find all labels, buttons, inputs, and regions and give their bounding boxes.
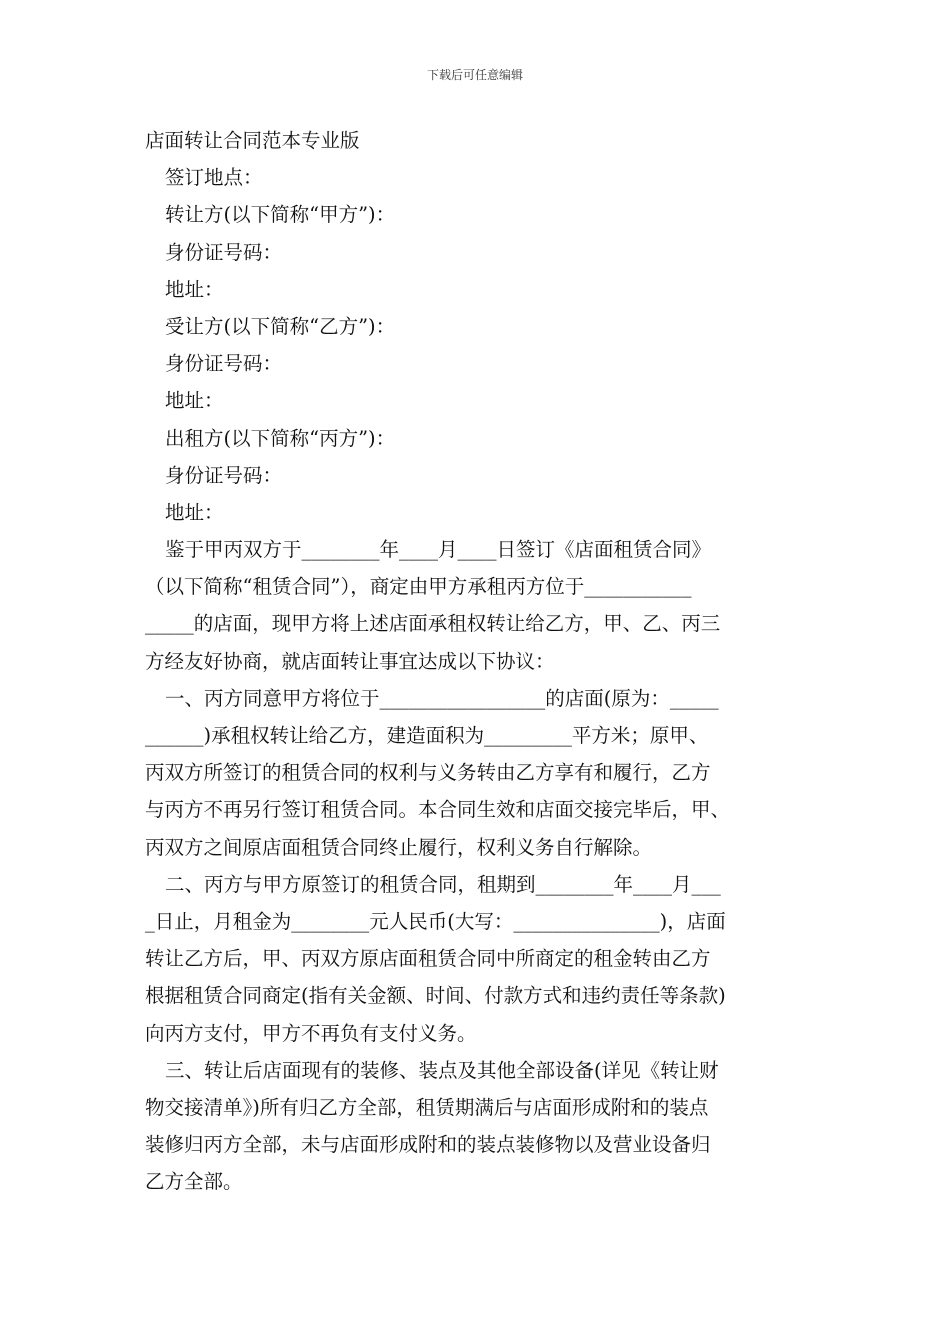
text-line: _日止，月租金为________元人民币(大写：_______________)，店面 <box>145 909 726 933</box>
text-line: （以下简称“租赁合同”），商定由甲方承租丙方位于___________ <box>145 575 692 599</box>
document-title: 店面转让合同范本专业版 <box>145 129 360 152</box>
text-line: 乙方全部。 <box>145 1170 243 1194</box>
document-lines <box>145 159 810 1200</box>
text-line: 地址： <box>165 389 224 413</box>
text-line: 身份证号码： <box>165 352 283 376</box>
text-line: 丙双方所签订的租赁合同的权利与义务转由乙方享有和履行，乙方 <box>145 761 711 785</box>
text-line: 三、转让后店面现有的装修、装点及其他全部设备(详见《转让财 <box>165 1058 719 1082</box>
text-line: 地址： <box>165 500 224 524</box>
text-line: ______)承租权转让给乙方，建造面积为_________平方米；原甲、 <box>145 724 709 747</box>
text-line: 出租方(以下简称“丙方”)： <box>165 426 396 450</box>
text-line: 丙双方之间原店面租赁合同终止履行，权利义务自行解除。 <box>145 835 653 859</box>
text-line: 鉴于甲丙双方于________年____月____日签订《店面租赁合同》 <box>165 538 712 562</box>
page-header-note: 下载后可任意编辑 <box>426 68 523 82</box>
text-line: 根据租赁合同商定(指有关金额、时间、付款方式和违约责任等条款) <box>145 984 726 1008</box>
text-line: 受让方(以下简称“乙方”)： <box>165 314 396 338</box>
text-line: 方经友好协商，就店面转让事宜达成以下协议： <box>145 649 555 673</box>
text-line: _____的店面，现甲方将上述店面承租权转让给乙方，甲、乙、丙三 <box>145 612 721 636</box>
text-line: 身份证号码： <box>165 463 283 487</box>
text-line: 地址： <box>165 277 224 301</box>
text-line: 一、丙方同意甲方将位于_________________的店面(原为：_____ <box>165 686 719 710</box>
text-line: 向丙方支付，甲方不再负有支付义务。 <box>145 1021 477 1045</box>
text-line: 签订地点： <box>165 166 263 190</box>
text-line: 身份证号码： <box>165 240 283 264</box>
document-body <box>145 122 810 1200</box>
text-line: 物交接清单》)所有归乙方全部，租赁期满后与店面形成附和的装点 <box>145 1095 709 1119</box>
text-line: 转让乙方后，甲、丙双方原店面租赁合同中所商定的租金转由乙方 <box>145 947 711 971</box>
text-line: 与丙方不再另行签订租赁合同。本合同生效和店面交接完毕后，甲、 <box>145 798 731 822</box>
text-line: 转让方(以下简称“甲方”)： <box>165 203 396 227</box>
text-line: 装修归丙方全部，未与店面形成附和的装点装修物以及营业设备归 <box>145 1133 711 1157</box>
text-line: 二、丙方与甲方原签订的租赁合同，租期到________年____月___ <box>165 872 721 896</box>
